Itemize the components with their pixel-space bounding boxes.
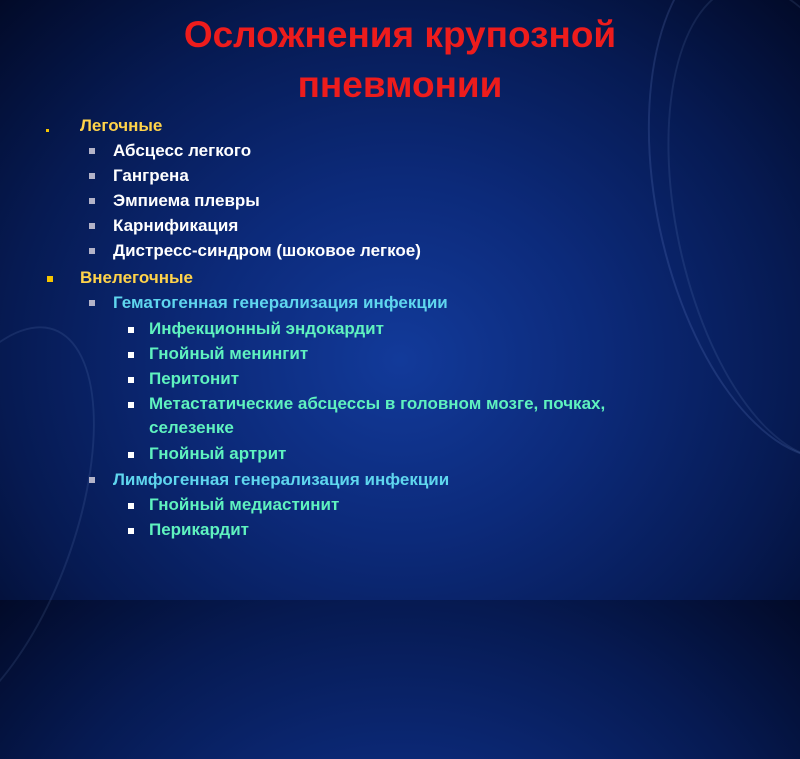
list-item: Гнойный медиастинит xyxy=(149,495,340,514)
square-bullet-icon xyxy=(89,248,95,254)
list-item: Гангрена xyxy=(113,166,189,185)
section-extrapulmonary-label: Внелегочные xyxy=(80,268,193,287)
slide-title xyxy=(0,10,800,110)
list-item: Перикардит xyxy=(149,520,249,539)
square-bullet-icon xyxy=(89,148,95,154)
square-bullet-icon xyxy=(89,300,95,306)
square-bullet-icon xyxy=(128,352,134,358)
square-bullet-icon xyxy=(89,198,95,204)
list-item: Инфекционный эндокардит xyxy=(149,319,384,338)
square-bullet-icon xyxy=(128,402,134,408)
subsection-lymphogenous-label: Лимфогенная генерализация инфекции xyxy=(113,470,450,489)
square-bullet-icon xyxy=(128,452,134,458)
square-bullet-icon xyxy=(128,503,134,509)
list-item: Гнойный артрит xyxy=(149,444,287,463)
list-item: Перитонит xyxy=(149,369,240,388)
list-item: Абсцесс легкого xyxy=(113,141,252,160)
list-item: Гнойный менингит xyxy=(149,344,309,363)
square-bullet-icon xyxy=(89,477,95,483)
square-bullet-icon xyxy=(128,528,134,534)
list-item-continuation: селезенке xyxy=(149,418,234,437)
square-bullet-icon xyxy=(47,276,53,282)
list-item: Эмпиема плевры xyxy=(113,191,260,210)
square-bullet-icon xyxy=(128,327,134,333)
slide-title-line-2: пневмонии xyxy=(297,64,503,105)
list-item: Метастатические абсцессы в головном мозге, почках, xyxy=(149,394,606,413)
square-bullet-icon xyxy=(128,377,134,383)
list-item: Карнификация xyxy=(113,216,239,235)
square-bullet-icon xyxy=(89,173,95,179)
subsection-hematogenous-label: Гематогенная генерализация инфекции xyxy=(113,293,448,312)
bullet-dot-icon xyxy=(46,129,49,132)
square-bullet-icon xyxy=(89,223,95,229)
slide-title-line-1: Осложнения крупозной xyxy=(183,14,617,55)
decorative-swoosh xyxy=(0,297,141,758)
section-pulmonary-label: Легочные xyxy=(80,116,163,135)
list-item: Дистресс-синдром (шоковое легкое) xyxy=(113,241,421,260)
